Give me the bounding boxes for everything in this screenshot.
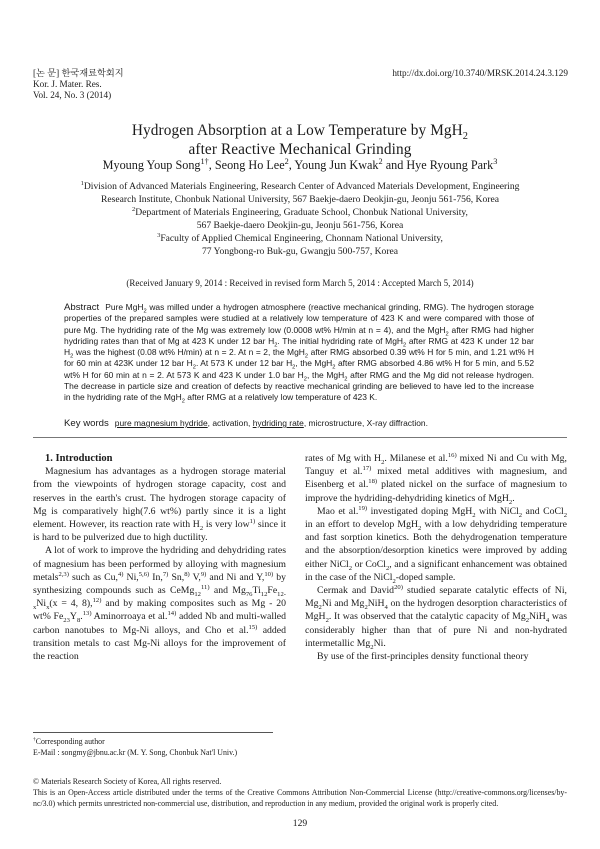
affil-3-line2: 77 Yongbong-ro Buk-gu, Gwangju 500-757, Korea [201, 246, 399, 257]
author-1-sup: 1† [200, 156, 209, 166]
abstract-text: was the highest (0.08 wt% H/min) at n = 2. At n = 2, the MgH [73, 347, 305, 358]
citation: 17) [362, 464, 372, 472]
author-4-sup: 3 [493, 156, 498, 166]
footnote-divider [33, 732, 273, 733]
text: Mao et al. [317, 505, 359, 517]
affil-2-sup: 2 [132, 205, 136, 213]
text: or CoCl [352, 558, 386, 570]
affil-3-line1: Faculty of Applied Chemical Engineering, Chonnam National University, [160, 233, 443, 244]
text: since it is hard to be pulverized due to high ductility. [33, 519, 286, 544]
sub: 76 [245, 590, 253, 598]
abstract-sub: 2 [303, 376, 307, 383]
sub: 2 [392, 577, 396, 585]
abstract-text: was milled under a hydrogen atmosphere (reactive mechanical grinding, RMG). The hydrogen storage properties of the prepared samples were studied at a relatively low temperature of 423 K and were compared with those of pure Mg. The hydriding rate of the Mg was extremely low (0.0008 wt% H/min at n = 4), and the MgH [64, 302, 534, 335]
sub: 2 [385, 564, 390, 572]
affiliation-3 [40, 232, 560, 245]
sub: 2 [325, 617, 329, 625]
keyword-text: , activation, [207, 418, 253, 428]
affil-2-line2: 567 Baekje-daero Deokjin-gu, Jeonju 561-756, Korea [196, 220, 404, 231]
text: Ti [252, 585, 261, 597]
text: on the hydrogen desorption characteristics of MgH [305, 598, 567, 623]
text: mixed Ni and Cu with Mg, Tanguy et al. [305, 453, 567, 478]
text: . It was observed that the catalytic capacity of Mg [328, 611, 526, 623]
author-3-sup: 2 [378, 156, 383, 166]
abstract [64, 302, 534, 404]
sub: 2 [381, 458, 385, 466]
journal-abbrev: Kor. J. Mater. Res. [33, 79, 102, 89]
abstract-text: after RMG at a relatively low temperature of 423 K. [184, 392, 378, 403]
received-dates: (Received January 9, 2014 : Received in revised form March 5, 2014 : Accepted March 5, 2014) [126, 278, 474, 288]
text: in an effort to develop MgH [305, 519, 419, 531]
text: with a low dehydriding temperature and fast sorption kinetics. Both the dehydrogenation temperature and the absorption/desorption kinetics were improved by adding either NiCl [305, 519, 567, 570]
section-heading: 1. Introduction [45, 453, 113, 464]
text: Fe [267, 585, 278, 597]
sub: 2 [370, 643, 374, 651]
author-4: Hye Ryoung Park [406, 158, 494, 172]
citation: 20) [394, 583, 403, 591]
text: In, [149, 571, 163, 583]
abstract-text: after RMG absorbed 0.39 wt% H for 5 min, and 1.21 wt% H for 60 min at 423K under 12 bar H [64, 347, 534, 369]
text: added Nb and multi-walled carbon nanotubes to Mg-Ni alloys, and Cho et al. [33, 611, 286, 636]
citation: 11) [200, 583, 210, 591]
citation: 7) [162, 570, 169, 578]
text: NiH [529, 611, 546, 623]
text: A lot of work to improve the hydriding and dehydriding rates of magnesium has been performed by alloying with magnesium metals [33, 545, 286, 583]
citation: 16) [447, 451, 457, 459]
text: Ni, [123, 571, 139, 583]
abstract-text: after RMG absorbed 4.86 wt% H for 5 min, and 5.52 wt% H for 60 min at n = 2. At 573 K and 423 K under 1.0 bar H [64, 358, 535, 380]
text: and by making composites such as Mg - 20 wt% Fe [33, 598, 286, 623]
text: Ni and Mg [321, 598, 365, 610]
citation: 12) [92, 596, 102, 604]
abstract-sub: 2 [274, 342, 278, 349]
keywords-label: Key words [64, 418, 109, 429]
paragraph [33, 544, 286, 663]
citation: 1) [249, 517, 256, 525]
keywords [64, 418, 534, 429]
abstract-sub: 2 [344, 376, 348, 383]
abstract-text: , the MgH [295, 358, 333, 369]
abstract-sub: 2 [403, 342, 407, 349]
abstract-sub: 2 [181, 399, 185, 406]
copyright-line: © Materials Research Society of Korea, All rights reserved. [33, 777, 222, 786]
text: Aminorroaya et al. [91, 611, 168, 623]
text: Cermak and David [317, 585, 395, 597]
affil-1-line2: Research Institute, Chonbuk National University, 567 Baekje-daero Deokjin-gu, Jeonju 561-756, Korea [101, 194, 499, 205]
text: is very low [203, 519, 250, 531]
sub: 23 [63, 617, 70, 625]
body-column-left [33, 452, 286, 663]
divider [33, 437, 567, 438]
text: . [512, 492, 515, 504]
text: Magnesium has advantages as a hydrogen storage material from the viewpoints of hydrogen storage capacity, cost and reserves in the earth's crust. The hydrogen storage capacity of Mg is comparatively high(7.6 wt%) partly since it is a light element. However, its reaction rate with H [33, 466, 286, 531]
text: added transition metals to cast Mg-Ni alloys for the improvement of the reaction [33, 624, 287, 663]
sub: 2 [563, 511, 567, 519]
text: -doped sample. [395, 571, 456, 583]
license-text: This is an Open-Access article distributed under the terms of the Creative Commons Attribution Non-Commercial License (http://creative-commons.org/licenses/by-nc/3.0) which permits unrestricted non-commercial use, distribution, and reproduction in any medium, provided the original work is properly cited. [33, 788, 567, 808]
text: . [80, 611, 83, 623]
sub: 4 [545, 617, 550, 625]
abstract-sub: 2 [304, 353, 309, 360]
sub: 8 [76, 617, 81, 625]
text: plated nickel on the surface of magnesium to improve the hydriding-dehydriding kinetics of MgH [305, 479, 567, 504]
text: Ni. [373, 637, 386, 649]
text: investigated doping MgH [367, 505, 473, 517]
citation: 5,6) [138, 570, 150, 578]
title-sub: 2 [462, 131, 469, 143]
abstract-text: . At 573 K under 12 bar H [195, 358, 293, 369]
sep: , [288, 158, 295, 172]
abstract-sub: 2 [192, 365, 196, 372]
abstract-sub: 2 [445, 331, 449, 338]
corresponding-author [33, 736, 567, 747]
citation: 13) [82, 610, 92, 618]
affil-1-sup: 1 [80, 179, 84, 187]
paragraph [33, 465, 286, 544]
citation: 15) [248, 623, 258, 631]
abstract-label: Abstract [64, 302, 100, 313]
text: was considerably higher than that of pure Ni and non-hydrated intermetallic Mg [305, 611, 567, 649]
dagger-sup: † [33, 736, 36, 743]
sub: 4 [384, 604, 388, 612]
journal-volume: Vol. 24, No. 3 (2014) [33, 90, 112, 100]
sub: 2 [318, 604, 322, 612]
text: and CoCl [522, 505, 564, 517]
text: V, [189, 571, 201, 583]
sub: 12 [194, 590, 201, 598]
text: Sn, [168, 571, 185, 583]
citation: 14) [167, 610, 177, 618]
keyword-link[interactable]: hydriding rate [252, 418, 304, 428]
sub: 2 [199, 524, 204, 532]
text: such as Cu, [68, 571, 118, 583]
text: with NiCl [475, 505, 519, 517]
body-column-right [305, 452, 567, 663]
citation: 19) [358, 504, 368, 512]
paragraph [305, 452, 567, 505]
abstract-text: after RMG at 423 K under 12 bar H [64, 335, 534, 358]
sub: 2 [348, 564, 353, 572]
abstract-text: Pure MgH [105, 302, 144, 312]
abstract-sub: 2 [143, 308, 147, 315]
abstract-text: . The initial hydriding rate of MgH [277, 335, 403, 346]
text: . Milanese et al. [384, 453, 448, 464]
journal-header [33, 68, 293, 101]
sub: 12-x [33, 590, 286, 612]
text: by synthesizing compounds such as CeMg [33, 571, 287, 597]
and-word: and [382, 158, 407, 172]
text: studied separate catalytic effects of Ni, Mg [305, 585, 567, 610]
citation: 10) [264, 570, 274, 578]
affiliation-1 [40, 180, 560, 193]
sep: , [208, 158, 215, 172]
abstract-text: after RMG had higher hydriding rates than that of Mg at 423 K under 12 bar H [64, 324, 534, 346]
title-line1: Hydrogen Absorption at a Low Temperature by MgH [131, 122, 463, 139]
paragraph: By use of the first-principles density functional theory [317, 651, 529, 663]
abstract-text: , the MgH [306, 369, 345, 380]
paragraph [305, 505, 567, 584]
abstract-text: after RMG and the Mg did not release hydrogen. The decrease in particle size and creation of defects by reactive mechanical grinding are believed to have led to the increase in the hydriding rate of the MgH [64, 369, 535, 403]
title-line2: after Reactive Mechanical Grinding [188, 141, 412, 158]
sub: 2 [518, 511, 523, 519]
citation: 4) [117, 570, 124, 578]
sub: x [46, 604, 50, 612]
journal-name-korean: [논 문] 한국재료학회지 [33, 68, 124, 78]
sub: 2 [525, 617, 530, 625]
text: , and a significant enhancement was obtained in the case of the NiCl [305, 558, 567, 583]
text: rates of Mg with H [305, 453, 382, 464]
affil-3-sup: 3 [157, 231, 161, 239]
abstract-sub: 2 [292, 365, 296, 372]
text: NiH [367, 598, 385, 610]
affil-1-line1: Division of Advanced Materials Engineering, Research Center of Advanced Materials Development, Engineering [83, 181, 520, 192]
sub: 2 [364, 604, 368, 612]
footnote [33, 736, 567, 758]
citation: 8) [184, 570, 190, 578]
text: Y [69, 611, 77, 623]
email-line: E-Mail : songmy@jbnu.ac.kr (M. Y. Song, Chonbuk Nat'l Univ.) [33, 748, 238, 757]
sub: 2 [508, 498, 513, 506]
doi-link[interactable]: http://dx.doi.org/10.3740/MRSK.2014.24.3.129 [392, 68, 568, 78]
affil-2-line1: Department of Materials Engineering, Graduate School, Chonbuk National University, [135, 207, 468, 218]
author-1: Myoung Youp Song [102, 158, 201, 172]
paragraph [305, 584, 567, 650]
affiliation-2 [40, 206, 560, 219]
abstract-sub: 2 [332, 365, 336, 372]
citation: 9) [200, 570, 207, 578]
keyword-link[interactable]: pure magnesium hydride [114, 418, 208, 428]
page-number: 129 [292, 818, 308, 829]
abstract-sub: 2 [70, 353, 74, 360]
sub: 12 [260, 590, 268, 598]
text: mixed metal additives with magnesium, and Eisenberg et al. [305, 466, 567, 491]
text: Ni [36, 598, 47, 610]
author-3: Young Jun Kwak [294, 158, 379, 172]
citation: 18) [368, 478, 378, 486]
affiliations [40, 180, 560, 258]
keyword-text: , microstructure, X-ray diffraction. [303, 418, 428, 428]
author-2: Seong Ho Lee [214, 158, 285, 172]
sub: 2 [418, 524, 422, 532]
text: and Mg [209, 585, 246, 597]
text: and Ni and Y, [206, 571, 265, 583]
citation: 2,3) [58, 570, 69, 578]
author-list [40, 158, 560, 173]
corr-label: Corresponding author [35, 737, 105, 746]
paper-title [60, 121, 540, 159]
license-notice [33, 776, 567, 809]
sub: 2 [472, 511, 476, 519]
text: (x = 4, 8), [49, 598, 93, 610]
author-2-sup: 2 [284, 156, 289, 166]
